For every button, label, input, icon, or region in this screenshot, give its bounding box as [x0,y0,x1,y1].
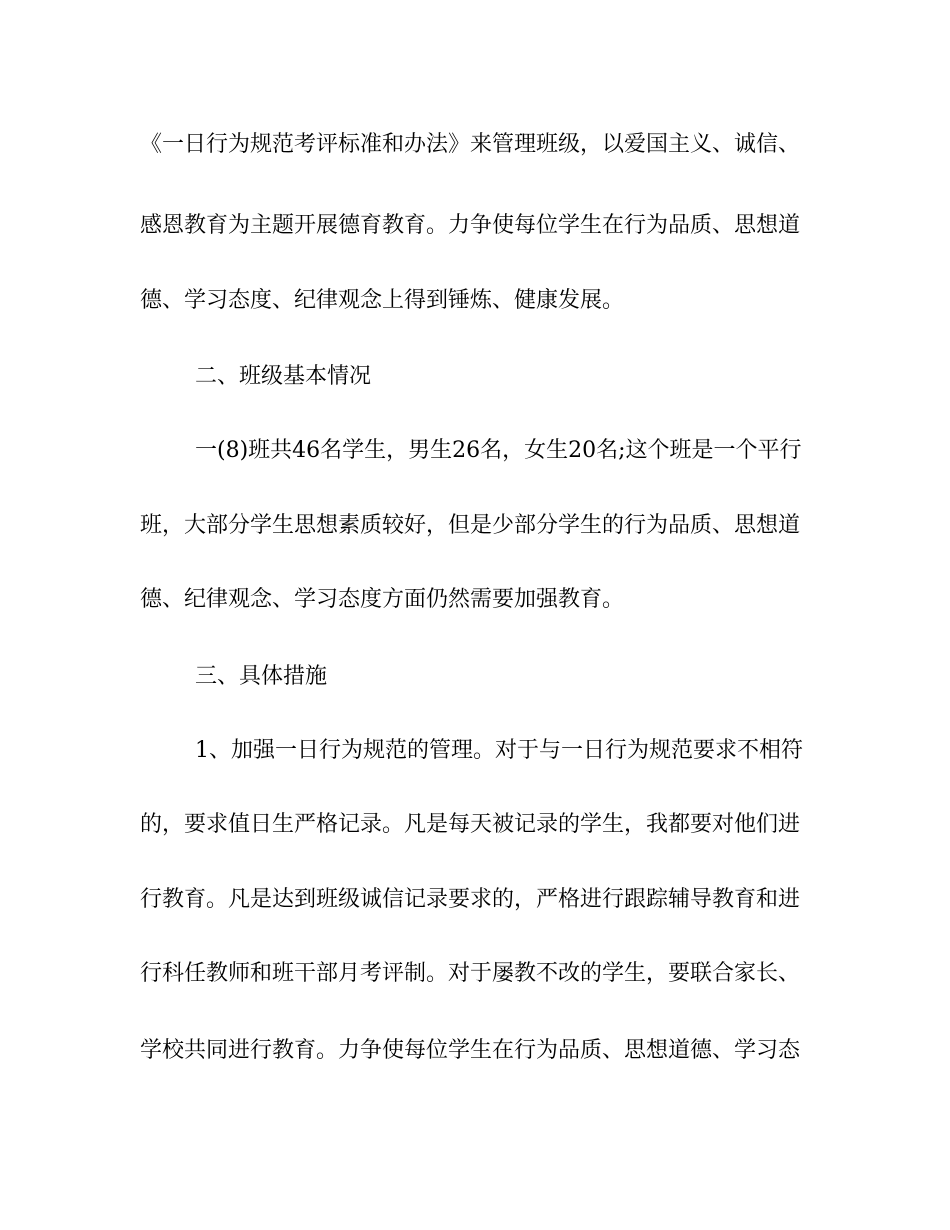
section-heading: 二、班级基本情况 [195,364,372,389]
text-line: 班，大部分学生思想素质较好，但是少部分学生的行为品质、思想道 [140,513,801,538]
section-heading: 三、具体措施 [195,664,328,689]
text-line: 《一日行为规范考评标准和办法》来管理班级，以爱国主义、诚信、 [140,132,801,157]
text-line: 一(8)班共46名学生，男生26名，女生20名;这个班是一个平行 [195,438,802,463]
text-line: 行科任教师和班干部月考评制。对于屡教不改的学生，要联合家长、 [140,961,801,986]
text-line: 学校共同进行教育。力争使每位学生在行为品质、思想道德、学习态 [140,1038,801,1063]
text-line: 德、纪律观念、学习态度方面仍然需要加强教育。 [140,587,625,612]
text-line: 1、加强一日行为规范的管理。对于与一日行为规范要求不相符 [195,738,803,763]
text-line: 感恩教育为主题开展德育教育。力争使每位学生在行为品质、思想道 [140,213,801,238]
text-line: 的，要求值日生严格记录。凡是每天被记录的学生，我都要对他们进 [140,812,801,837]
text-line: 德、学习态度、纪律观念上得到锤炼、健康发展。 [140,288,625,313]
text-line: 行教育。凡是达到班级诚信记录要求的，严格进行跟踪辅导教育和进 [140,887,801,912]
